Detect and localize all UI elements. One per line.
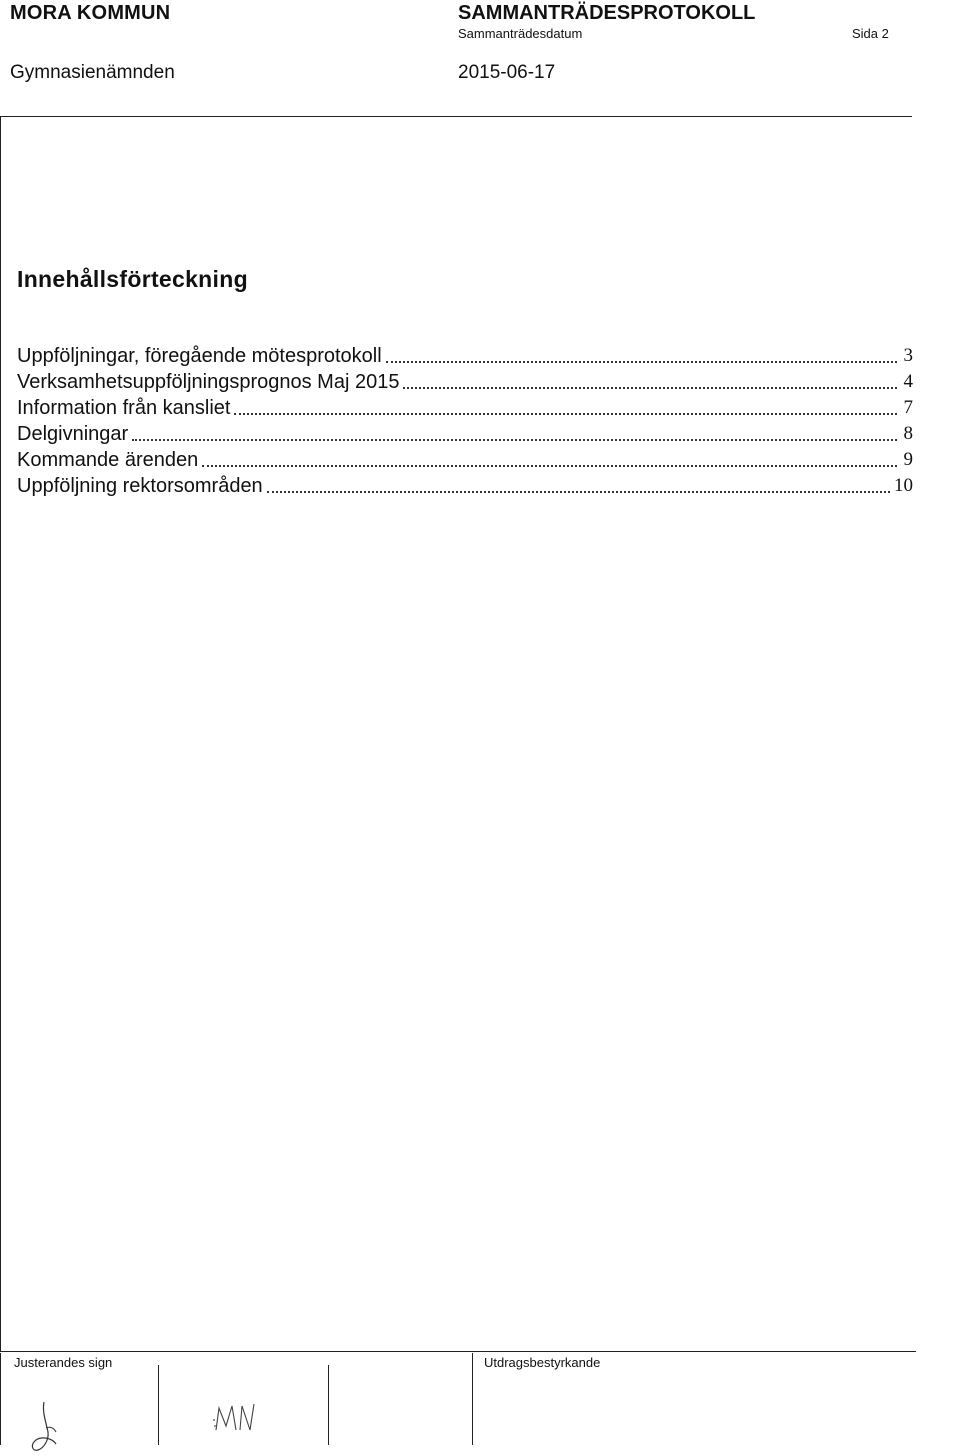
footer-divider bbox=[158, 1365, 159, 1445]
toc-leader-dots bbox=[386, 361, 897, 363]
toc-leader-dots bbox=[132, 439, 897, 441]
table-of-contents bbox=[17, 343, 913, 499]
frame-left-rule bbox=[0, 116, 1, 1352]
certification-label: Utdragsbestyrkande bbox=[484, 1355, 601, 1370]
toc-entry-page: 9 bbox=[903, 449, 913, 470]
document-type: SAMMANTRÄDESPROTOKOLL bbox=[458, 2, 756, 24]
organization-name: MORA KOMMUN bbox=[10, 2, 171, 24]
toc-entry-page: 4 bbox=[903, 371, 913, 392]
toc-entry-label: Uppföljning rektorsområden bbox=[17, 475, 263, 497]
toc-leader-dots bbox=[202, 465, 897, 467]
meeting-date-label: Sammanträdesdatum bbox=[458, 26, 583, 41]
toc-entry-page: 3 bbox=[903, 345, 913, 366]
toc-entry-label: Verksamhetsuppföljningsprognos Maj 2015 bbox=[17, 371, 400, 393]
footer-divider bbox=[472, 1353, 473, 1445]
toc-entry bbox=[17, 473, 913, 499]
signature-label: Justerandes sign bbox=[14, 1355, 113, 1370]
handwritten-signature bbox=[26, 1398, 66, 1454]
committee-name: Gymnasienämnden bbox=[10, 62, 175, 83]
footer-divider bbox=[328, 1365, 329, 1445]
toc-leader-dots bbox=[234, 413, 897, 415]
toc-entry bbox=[17, 395, 913, 421]
toc-entry-label: Information från kansliet bbox=[17, 397, 231, 419]
handwritten-initials bbox=[210, 1400, 260, 1436]
toc-entry-label: Delgivningar bbox=[17, 423, 129, 445]
toc-leader-dots bbox=[403, 387, 897, 389]
page-number: Sida 2 bbox=[852, 26, 889, 41]
toc-entry bbox=[17, 447, 913, 473]
footer-rule bbox=[0, 1351, 916, 1352]
footer-divider bbox=[0, 1353, 1, 1445]
toc-entry-label: Kommande ärenden bbox=[17, 449, 199, 471]
toc-title: Innehållsförteckning bbox=[17, 266, 248, 292]
toc-entry-page: 8 bbox=[903, 423, 913, 444]
toc-entry bbox=[17, 369, 913, 395]
toc-entry-label: Uppföljningar, föregående mötesprotokoll bbox=[17, 345, 382, 367]
toc-entry bbox=[17, 421, 913, 447]
toc-leader-dots bbox=[267, 491, 890, 493]
meeting-date: 2015-06-17 bbox=[458, 62, 556, 83]
toc-entry-page: 10 bbox=[894, 475, 913, 496]
toc-entry-page: 7 bbox=[903, 397, 913, 418]
frame-top-rule bbox=[0, 116, 912, 117]
toc-entry bbox=[17, 343, 913, 369]
